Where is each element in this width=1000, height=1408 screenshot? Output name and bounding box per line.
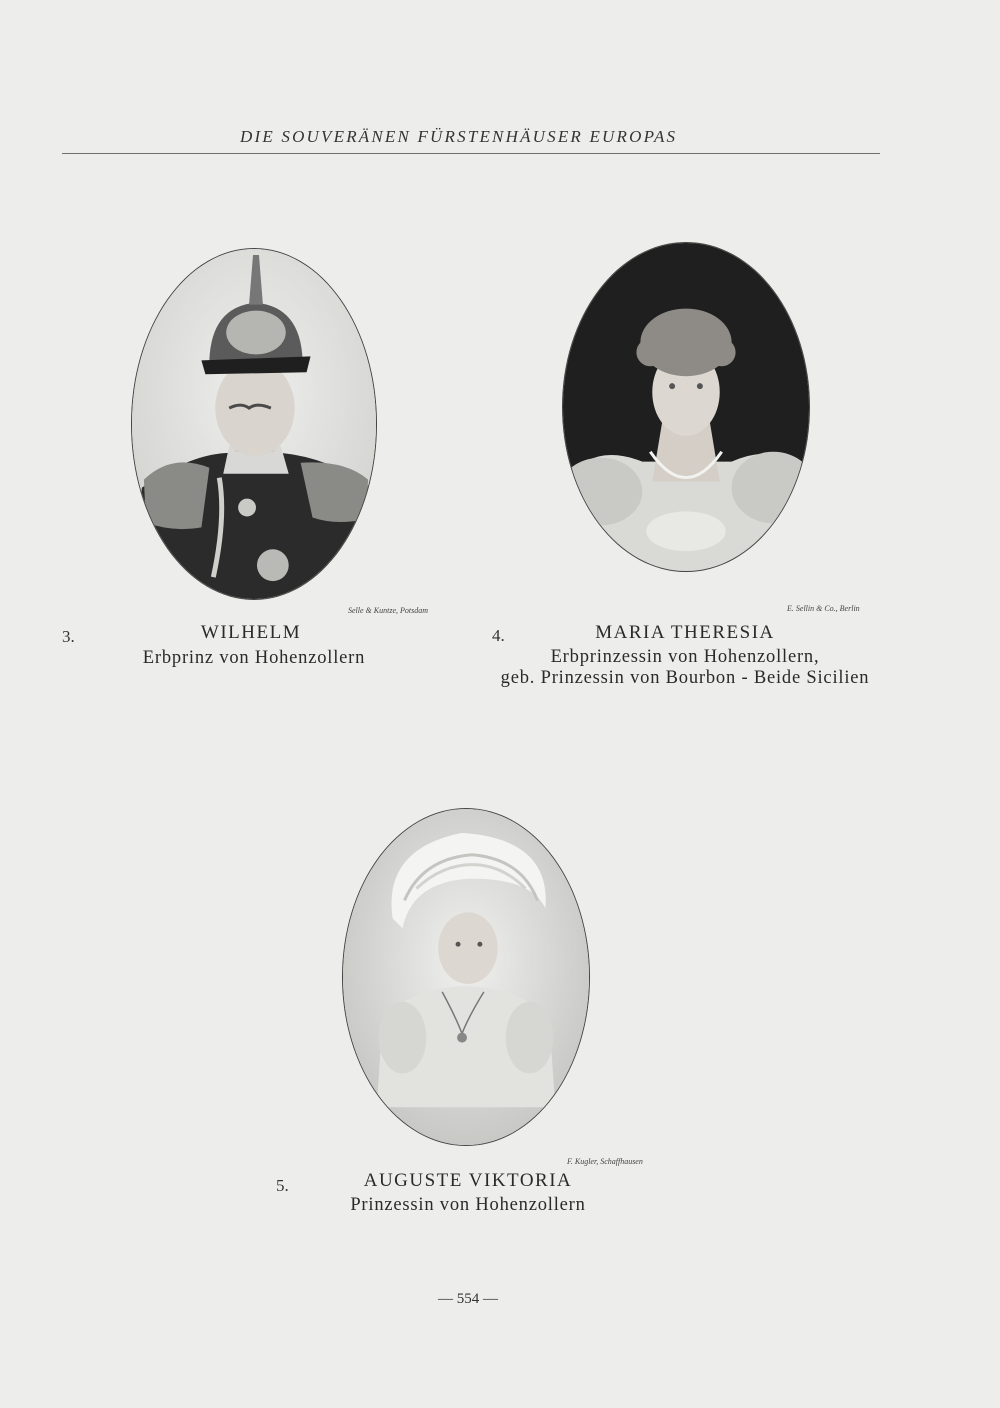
page-number: — 554 — [438, 1291, 498, 1307]
caption-title-wilhelm: Erbprinz von Hohenzollern [142, 648, 366, 668]
photo-credit-wilhelm: Selle & Kuntze, Potsdam [348, 606, 428, 615]
portrait-maria-theresia [562, 242, 810, 572]
caption-number-3: 3. [62, 627, 75, 646]
caption-number-4: 4. [492, 626, 505, 645]
caption-number-5: 5. [276, 1176, 289, 1195]
running-header: DIE SOUVERÄNEN FÜRSTENHÄUSER EUROPAS [240, 127, 678, 146]
photo-credit-maria-theresia: E. Sellin & Co., Berlin [787, 604, 860, 613]
portrait-wilhelm [131, 248, 377, 600]
caption-birth-maria-theresia: geb. Prinzessin von Bourbon - Beide Sicilien [500, 668, 870, 688]
header-rule [62, 153, 880, 154]
caption-name-maria-theresia: MARIA THERESIA [595, 622, 775, 643]
caption-title-auguste-viktoria: Prinzessin von Hohenzollern [350, 1195, 586, 1215]
caption-title-maria-theresia: Erbprinzessin von Hohenzollern, [550, 647, 820, 667]
caption-name-auguste-viktoria: AUGUSTE VIKTORIA [363, 1170, 573, 1191]
caption-name-wilhelm: WILHELM [200, 622, 302, 643]
portrait-auguste-viktoria [342, 808, 590, 1146]
photo-credit-auguste-viktoria: F. Kugler, Schaffhausen [567, 1157, 643, 1166]
